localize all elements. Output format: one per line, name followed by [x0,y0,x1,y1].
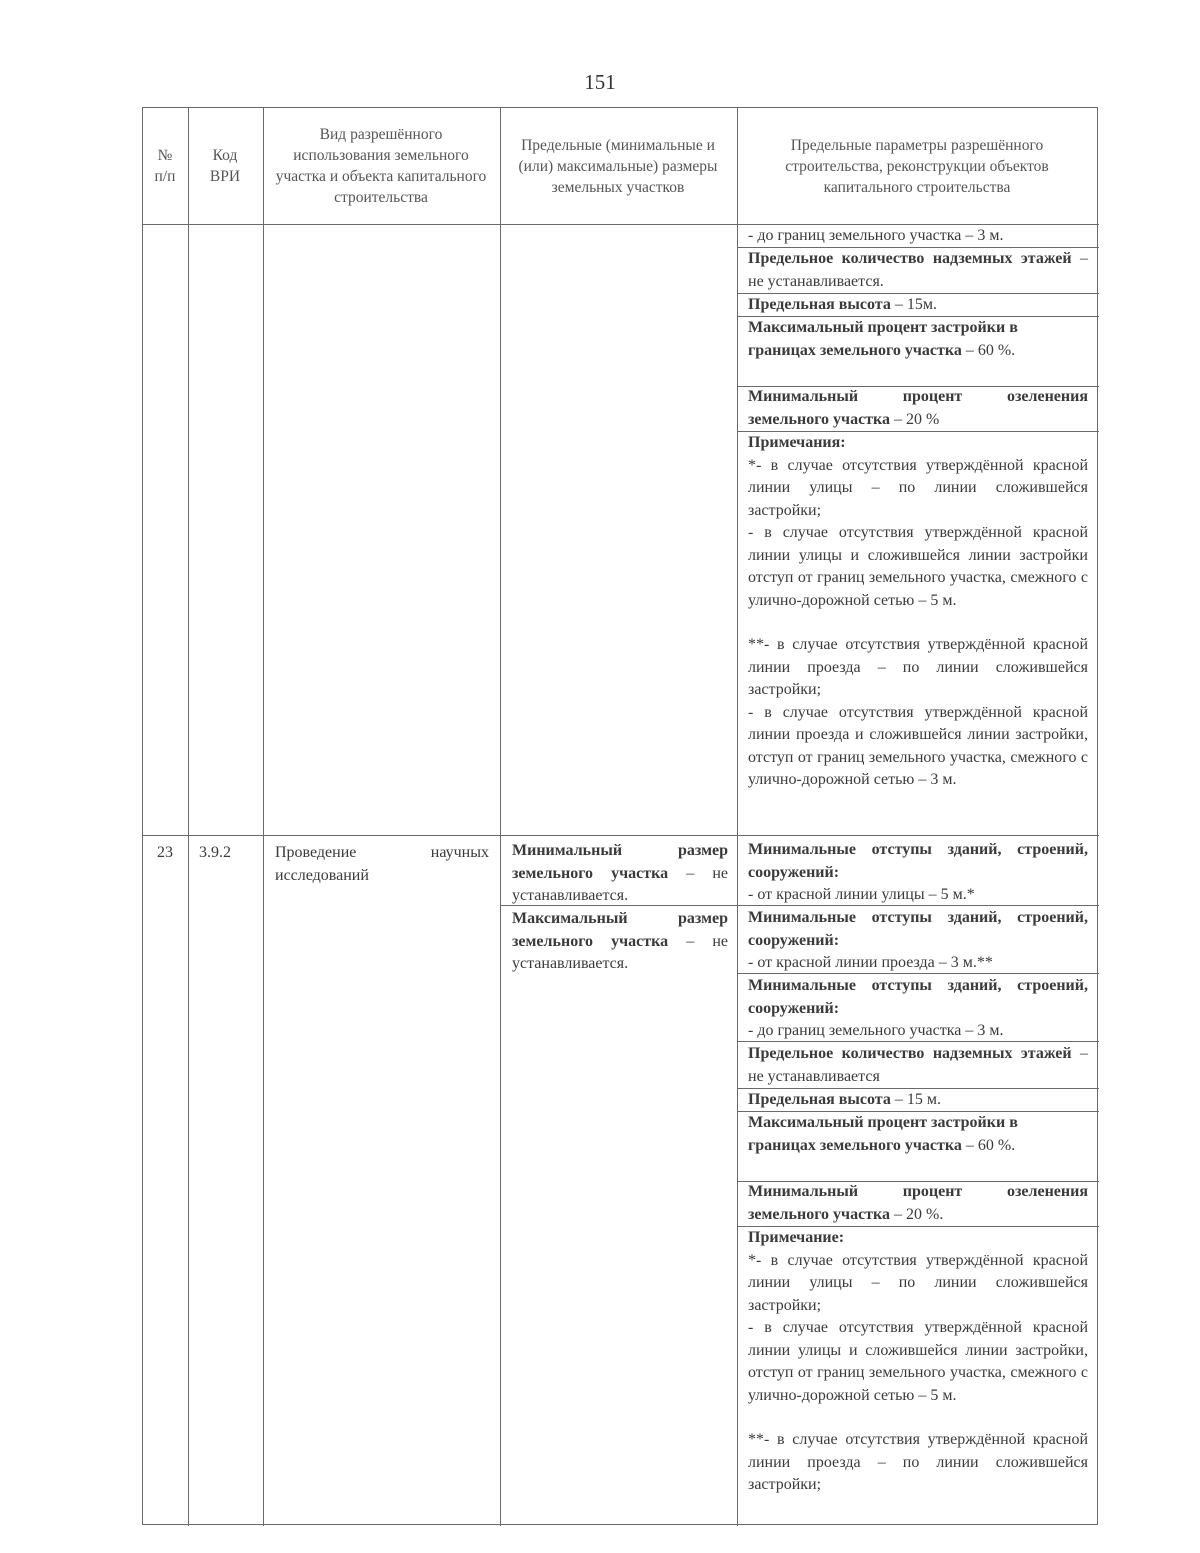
size-max: Максимальный размер земельного участка – не устанавливается. [512,910,728,972]
page-number: 151 [584,70,616,94]
row-num: 23 [157,844,173,861]
row-use: Проведение научных исследований [275,844,489,884]
param-floors: Предельное количество надземных этажей – не устанавливается [748,1045,1088,1085]
note-item: **- в случае отсутствия утверждённой красной линии проезда – по линии сложившейся застройки; [748,1431,1088,1493]
col-divider [188,108,189,1526]
header-num: № п/п [154,147,176,185]
param-floors: Предельное количество надземных этажей – не устанавливается. [748,250,1088,290]
row-divider [143,835,1099,836]
param-greening: Минимальный процент озеленения земельного участка – 20 %. [748,1183,1088,1223]
param-height: Предельная высота – 15м. [748,296,937,313]
notes-block [748,432,1088,792]
col-divider [263,108,264,1526]
param-drive-offset: Минимальные отступы зданий, строений, сооружений: - от красной линии проезда – 3 м.** [748,909,1088,971]
col-divider [737,108,738,1526]
row-code: 3.9.2 [199,844,231,861]
size-min: Минимальный размер земельного участка – не устанавливается. [512,842,728,904]
header-params: Предельные параметры разрешённого строительства, реконструкции объектов капитального строительства [785,136,1049,196]
param-height: Предельная высота – 15 м. [748,1091,941,1108]
notes-title: Примечания: [748,434,846,451]
col-divider [500,108,501,1526]
note-item: *- в случае отсутствия утверждённой красной линии улицы – по линии сложившейся застройки; [748,456,1088,519]
notes-block [748,1227,1088,1497]
param-building-percent: Максимальный процент застройки в границах земельного участка – 60 %. [748,1114,1018,1154]
note-item: **- в случае отсутствия утверждённой красной линии проезда – по линии сложившейся застройки; [748,636,1088,698]
note-item: *- в случае отсутствия утверждённой красной линии улицы – по линии сложившейся застройки; [748,1251,1088,1314]
notes-title: Примечание: [748,1229,845,1246]
note-item: - в случае отсутствия утверждённой красной линии улицы и сложившейся линии застройки отступ от границ земельного участка, смежного с улично-дорожной сетью – 5 м. [748,524,1088,609]
param-building-percent: Максимальный процент застройки в границах земельного участка – 60 %. [748,319,1018,359]
note-item: - в случае отсутствия утверждённой красной линии проезда и сложившейся линии застройки, отступ от границ земельного участка, смежного с улично-дорожной сетью – 3 м. [748,703,1088,788]
param-border-offset: Минимальные отступы зданий, строений, сооружений: - до границ земельного участка – 3 м. [748,977,1088,1039]
param-greening: Минимальный процент озеленения земельного участка – 20 % [748,388,1088,428]
header-use: Вид разрешённого использования земельного участка и объекта капитального строительства [275,126,487,206]
header-code: Код ВРИ [209,147,241,185]
note-item: - в случае отсутствия утверждённой красной линии улицы и сложившейся линии застройки, отступ от границ земельного участка, смежного с улично-дорожной сетью – 5 м. [748,1319,1088,1404]
param-street-offset: Минимальные отступы зданий, строений, сооружений: - от красной линии улицы – 5 м.* [748,841,1088,903]
header-size: Предельные (минимальные и (или) максимальные) размеры земельных участков [518,136,718,196]
param-border-offset: - до границ земельного участка – 3 м. [748,227,1004,244]
